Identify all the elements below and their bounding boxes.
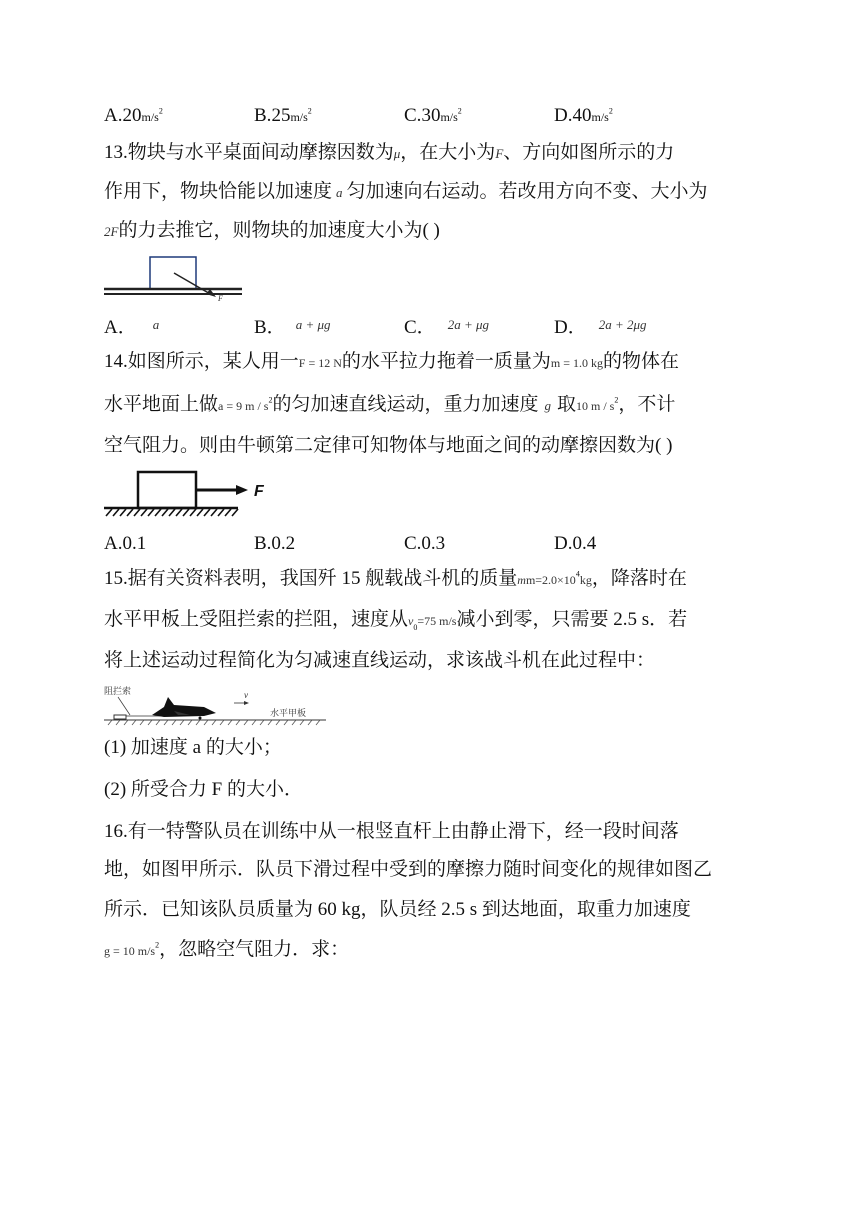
q14-option-d: D.0.4 — [554, 533, 597, 554]
q14-force-arrowhead — [236, 485, 248, 495]
q12-option-c: $C.30m/s^2$ — [404, 105, 462, 126]
q13-line-1: 13.物块与水平桌面间动摩擦因数为μ，在大小为F、方向如图所示的力 — [104, 142, 675, 163]
q15-cable-label: 阻拦索 — [104, 687, 132, 697]
q13-block — [150, 257, 196, 289]
q16-line-3: 所示．已知该队员质量为 60 kg，队员经 2.5 s 到达地面，取重力加速度 — [104, 899, 691, 920]
q14-option-c: C.0.3 — [404, 533, 446, 554]
q14-figure — [104, 468, 264, 520]
q14-block — [138, 472, 196, 508]
q14-line-1: 14.如图所示，某人用一F = 12 N的水平拉力拖着一质量为m = 1.0 kg的物体在 — [104, 351, 680, 372]
q12-option-a: $A.20m/s^2$ — [104, 105, 163, 126]
q15-figure — [104, 685, 328, 725]
q15-line-2: 水平甲板上受阻拦索的拦阻，速度从$v_0=75$ m/s减小到零，只需要 2.5 s．若 — [104, 609, 688, 632]
q13-option-d: D． $^{2a + 2\mu g}$ — [554, 317, 647, 338]
q13-force-label: F — [218, 294, 223, 303]
q16-line-2: 地，如图甲所示．队员下滑过程中受到的摩擦力随时间变化的规律如图乙 — [104, 859, 713, 880]
q13-force-line — [174, 273, 212, 295]
q15-part-1: (1) 加速度 a 的大小； — [104, 737, 282, 758]
q15-line-3: 将上述运动过程简化为匀减速直线运动，求该战斗机在此过程中： — [104, 650, 656, 671]
q15-deck-label: 水平甲板 — [270, 709, 307, 719]
q12-option-d: $D.40m/s^2$ — [554, 105, 613, 126]
q14-line-3: 空气阻力。则由牛顿第二定律可知物体与地面之间的动摩擦因数为( ) — [104, 435, 673, 456]
q15-cable-pointer — [118, 697, 130, 715]
q14-option-b: B.0.2 — [254, 533, 296, 554]
q15-cable-post — [114, 715, 126, 719]
q14-option-a: A.0.1 — [104, 533, 147, 554]
q13-option-a: A． $^a$ — [104, 317, 160, 338]
q12-option-b: $B.25m/s^2$ — [254, 105, 312, 126]
q13-option-c: C． $^{2a + \mu g}$ — [404, 317, 489, 338]
q14-line-2: 水平地面上做a = 9 m / $s^2$的匀加速直线运动，重力加速度 g 取10 m / $s^2$，不计 — [104, 394, 676, 415]
q15-velocity-label: v — [244, 690, 248, 700]
q14-force-label: F — [254, 483, 264, 500]
q13-figure — [104, 253, 244, 303]
q16-line-1: 16.有一特警队员在训练中从一根竖直杆上由静止滑下，经一段时间落 — [104, 821, 679, 842]
q15-line-1: 15.据有关资料表明，我国歼 15 舰载战斗机的质量$mm=2.0\times 10^4kg$，降落时在 — [104, 568, 687, 589]
q15-jet-wheel — [199, 717, 202, 720]
q16-line-4: g = 10 $m/s^2$，忽略空气阻力．求： — [104, 939, 350, 960]
q13-line-2: 作用下，物块恰能以加速度 a 匀加速向右运动。若改用方向不变、大小为 — [104, 181, 708, 202]
q15-deck-hatch — [108, 720, 320, 725]
q13-line-3: 2F的力去推它，则物块的加速度大小为( ) — [104, 220, 440, 241]
q13-option-b: B． $^{a + \mu g}$ — [254, 317, 331, 338]
q15-part-2: (2) 所受合力 F 的大小． — [104, 779, 303, 800]
q14-ground-hatch — [106, 509, 238, 516]
q15-velocity-arrowhead — [244, 701, 249, 705]
